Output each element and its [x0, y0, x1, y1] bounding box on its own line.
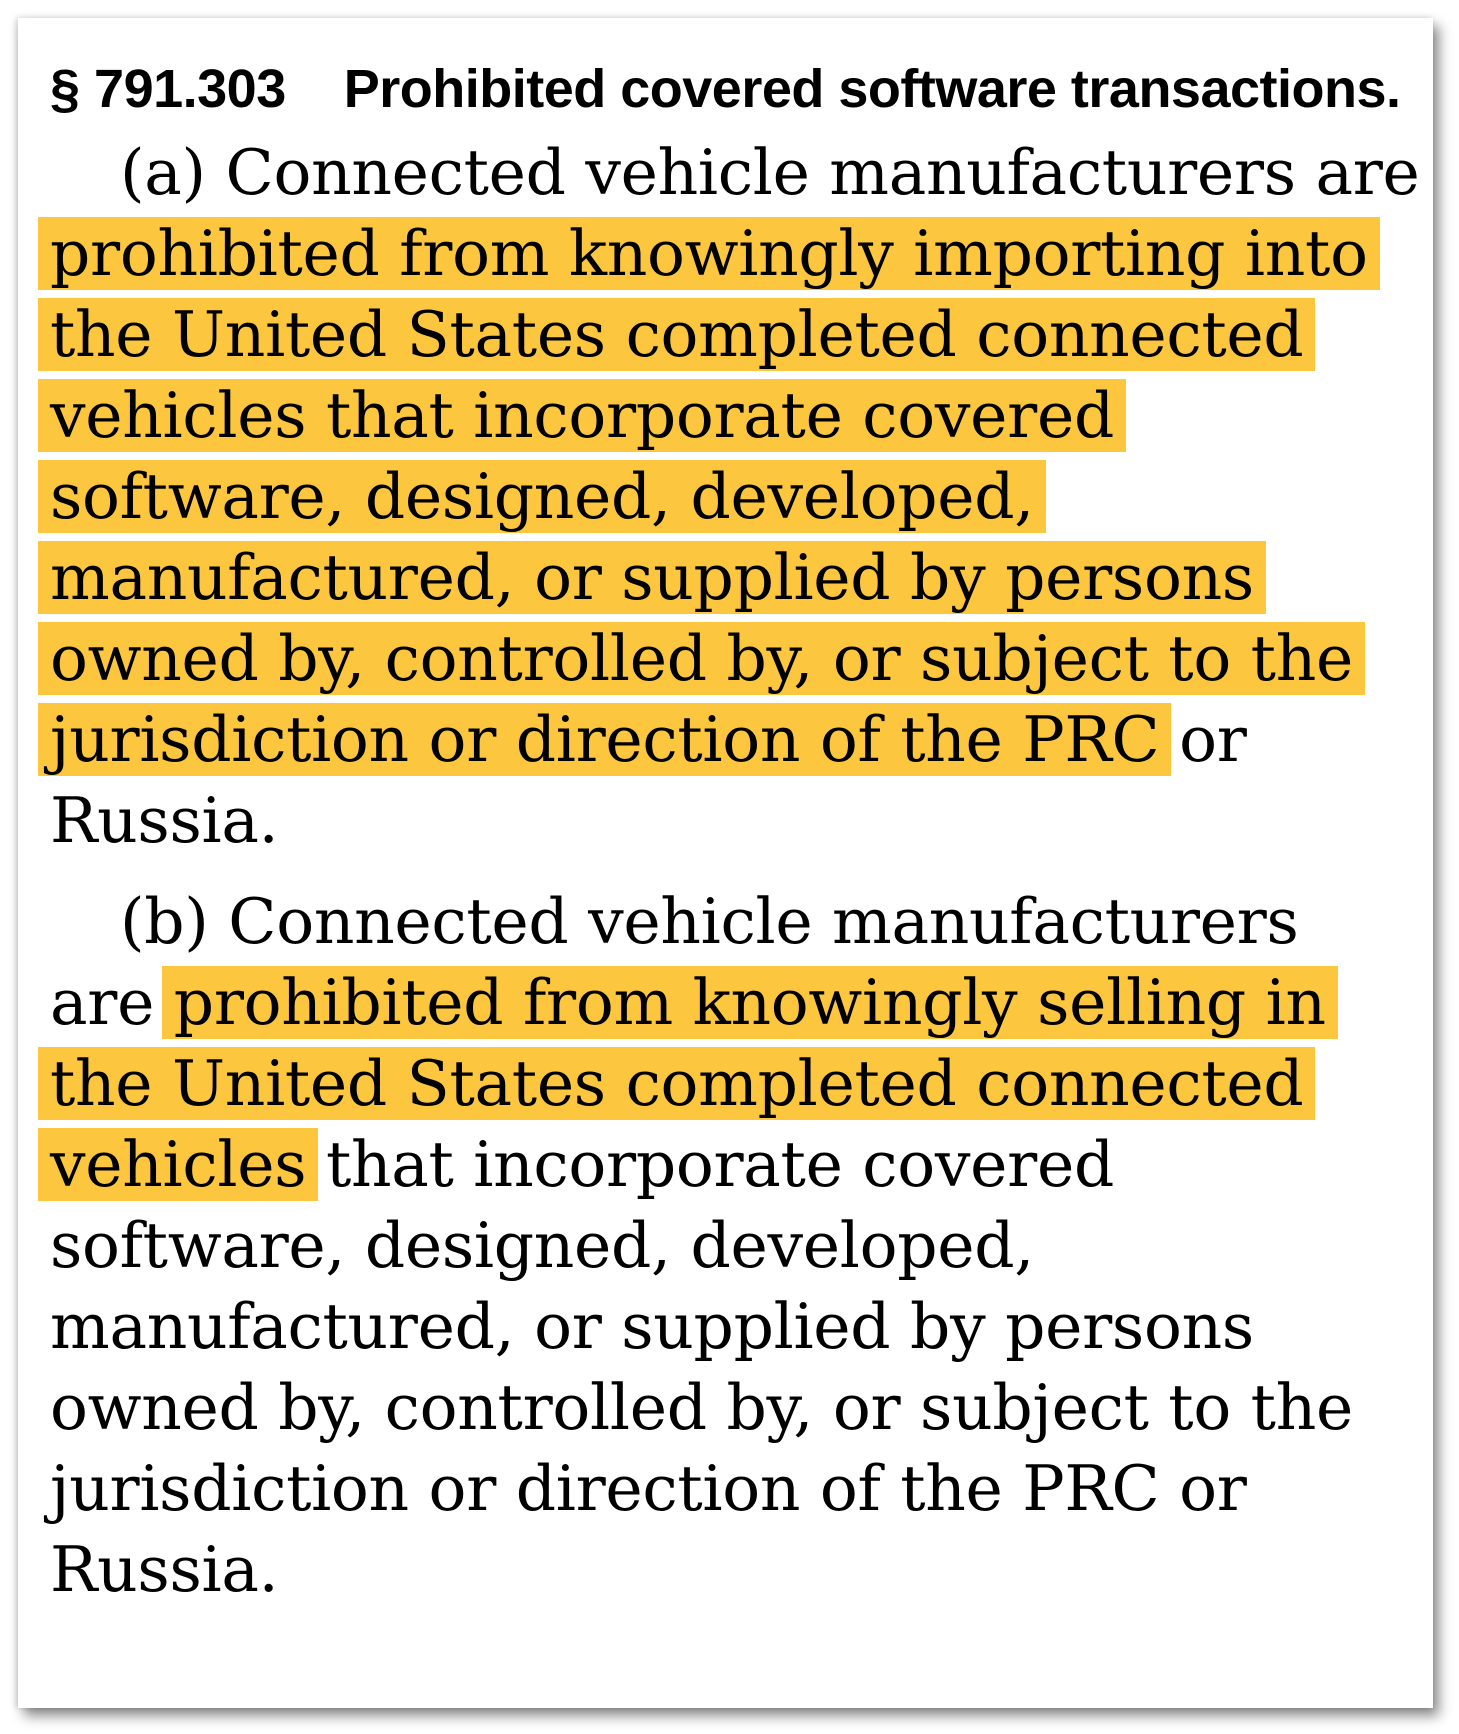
paragraph-a-lead: (a) Connected vehicle manufacturers are: [120, 136, 1420, 209]
paragraph-b: [50, 881, 1420, 1610]
paragraph-a-highlight: prohibited from knowingly importing into the United States completed connected vehicles that incorporate covered software, designed, developed, manufactured, or supplied by persons owned by, controlled by, or subject to the jurisdiction or direction of the PRC: [50, 217, 1368, 776]
paragraph-b-lead: (b) Connected vehicle manufacturers are: [50, 885, 1299, 1039]
document-clipping: [18, 18, 1433, 1708]
section-number: § 791.303: [50, 59, 286, 119]
paragraph-b-highlight: prohibited from knowingly selling in the United States completed connected vehicles: [50, 966, 1326, 1201]
paragraph-a-tail: or Russia.: [50, 703, 1247, 857]
paragraph-b-tail: that incorporate covered software, designed, developed, manufactured, or supplied by persons owned by, controlled by, or subject to the jurisdiction or direction of the PRC or Russia.: [50, 1128, 1353, 1606]
section-heading: [50, 54, 1420, 124]
regulation-text: [50, 54, 1420, 1610]
section-title: Prohibited covered software transactions.: [343, 59, 1401, 119]
paragraph-a: [50, 132, 1420, 861]
